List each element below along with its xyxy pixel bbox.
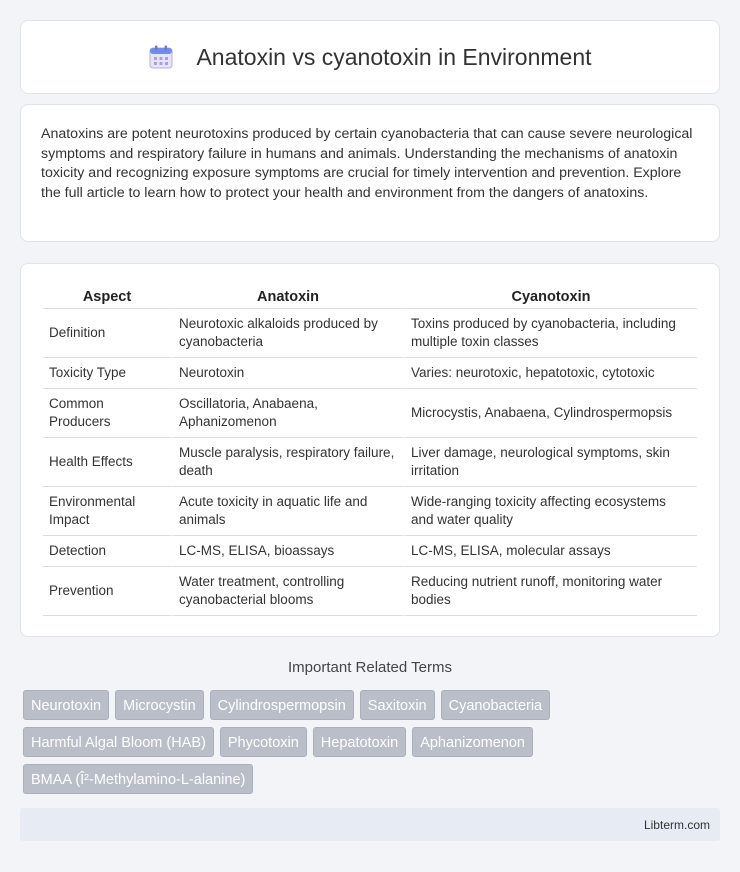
tag-bmaa[interactable]: BMAA (Î²-Methylamino-L-alanine) [23,764,253,794]
table-row [43,536,697,567]
table-row [43,487,697,536]
tag-row [23,727,723,757]
table-row [43,567,697,616]
row-aspect: Detection [43,536,171,567]
row-anatoxin: Oscillatoria, Anabaena, Aphanizomenon [171,389,403,438]
row-anatoxin: Acute toxicity in aquatic life and animals [171,487,403,536]
table-row [43,309,697,358]
intro-card [20,104,720,242]
related-terms-tags [23,690,723,801]
intro-text: Anatoxins are potent neurotoxins produced by certain cyanobacteria that can cause severe neurological symptoms and respiratory failure in humans and animals. Understanding the mechanisms of anatoxin toxicity and recognizing exposure symptoms are crucial for timely intervention and prevention. Explore the full article to learn how to protect your health and environment from the dangers of anatoxins. [41,126,693,201]
row-anatoxin: Neurotoxic alkaloids produced by cyanobacteria [171,309,403,358]
tag-row [23,690,723,720]
tag-neurotoxin[interactable]: Neurotoxin [23,690,109,720]
tag-phycotoxin[interactable]: Phycotoxin [220,727,307,757]
row-anatoxin: Water treatment, controlling cyanobacterial blooms [171,567,403,616]
comparison-table [43,284,697,616]
row-cyanotoxin: Wide-ranging toxicity affecting ecosystems and water quality [403,487,697,536]
row-cyanotoxin: Microcystis, Anabaena, Cylindrospermopsis [403,389,697,438]
tag-cylindrospermopsin[interactable]: Cylindrospermopsin [210,690,354,720]
table-header-row [43,284,697,309]
tag-aphanizomenon[interactable]: Aphanizomenon [412,727,533,757]
row-cyanotoxin: Liver damage, neurological symptoms, skin irritation [403,438,697,487]
tag-saxitoxin[interactable]: Saxitoxin [360,690,435,720]
header-aspect: Aspect [43,284,171,309]
row-aspect: Prevention [43,567,171,616]
table-row [43,438,697,487]
tag-cyanobacteria[interactable]: Cyanobacteria [441,690,551,720]
row-cyanotoxin: LC-MS, ELISA, molecular assays [403,536,697,567]
header-anatoxin: Anatoxin [171,284,403,309]
row-cyanotoxin: Varies: neurotoxic, hepatotoxic, cytotoxic [403,358,697,389]
title-card [20,20,720,94]
row-anatoxin: Muscle paralysis, respiratory failure, death [171,438,403,487]
footer-site-link[interactable]: Libterm.com [643,818,710,832]
row-cyanotoxin: Toxins produced by cyanobacteria, including multiple toxin classes [403,309,697,358]
tag-hepatotoxin[interactable]: Hepatotoxin [313,727,406,757]
tag-harmful-algal-bloom[interactable]: Harmful Algal Bloom (HAB) [23,727,214,757]
row-anatoxin: LC-MS, ELISA, bioassays [171,536,403,567]
page-title: Anatoxin vs cyanotoxin in Environment [196,43,592,70]
tag-microcystin[interactable]: Microcystin [115,690,204,720]
table-row [43,389,697,438]
comparison-table-card [20,263,720,637]
calendar-icon [148,44,174,70]
tag-row [23,764,723,794]
row-aspect: Definition [43,309,171,358]
row-aspect: Toxicity Type [43,358,171,389]
row-anatoxin: Neurotoxin [171,358,403,389]
footer [20,808,720,841]
table-row [43,358,697,389]
row-aspect: Common Producers [43,389,171,438]
row-aspect: Health Effects [43,438,171,487]
related-terms-title: Important Related Terms [288,659,452,676]
row-cyanotoxin: Reducing nutrient runoff, monitoring water bodies [403,567,697,616]
header-cyanotoxin: Cyanotoxin [403,284,697,309]
row-aspect: Environmental Impact [43,487,171,536]
